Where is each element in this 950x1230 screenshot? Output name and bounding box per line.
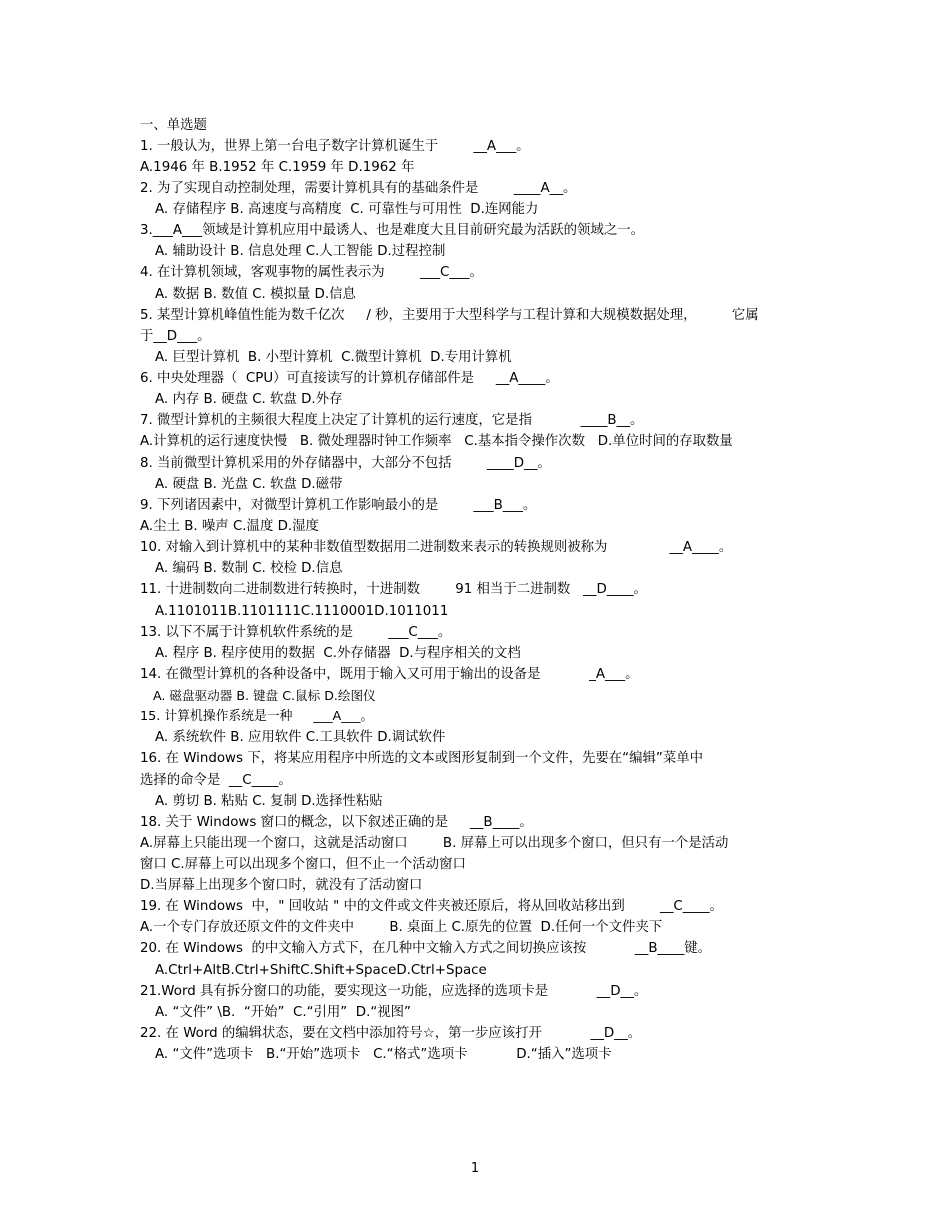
question-16: 16. 在 Windows 下，将某应用程序中所选的文本或图形复制到一个文件，先要在“编辑”菜单中: [140, 751, 703, 766]
options-18-d: D.当屏幕上出现多个窗口时，就没有了活动窗口: [140, 878, 423, 893]
question-8: 8. 当前微型计算机采用的外存储器中，大部分不包括 ____D__。: [140, 456, 551, 471]
options-16: A. 剪切 B. 粘贴 C. 复制 D.选择性粘贴: [155, 794, 383, 809]
options-7: A.计算机的运行速度快慢 B. 微处理器时钟工作频率 C.基本指令操作次数 D.单位时间的存取数量: [140, 434, 733, 449]
question-18: 18. 关于 Windows 窗口的概念，以下叙述正确的是 __B____。: [140, 815, 533, 830]
question-10: 10. 对输入到计算机中的某种非数值型数据用二进制数来表示的转换规则被称为 __A____。: [140, 540, 733, 555]
question-19: 19. 在 Windows 中，" 回收站 " 中的文件或文件夹被还原后，将从回收站移出到 __C____。: [140, 899, 723, 914]
options-21: A. “文件” \B. “开始” C.“引用” D.“视图”: [155, 1005, 411, 1020]
question-3: 3.___A___领域是计算机应用中最诱人、也是难度大且目前研究最为活跃的领域之一。: [140, 223, 644, 238]
options-18-cont: 窗口 C.屏幕上可以出现多个窗口，但不止一个活动窗口: [140, 857, 466, 872]
question-21: 21.Word 具有拆分窗口的功能，要实现这一功能，应选择的选项卡是 __D__。: [140, 984, 648, 999]
options-22: A. “文件”选项卡 B.“开始”选项卡 C.“格式”选项卡 D.“插入”选项卡: [155, 1047, 612, 1062]
options-4: A. 数据 B. 数值 C. 模拟量 D.信息: [155, 287, 356, 302]
question-1: 1. 一般认为，世界上第一台电子数字计算机诞生于 __A___。: [140, 139, 530, 154]
options-5: A. 巨型计算机 B. 小型计算机 C.微型计算机 D.专用计算机: [155, 350, 512, 365]
options-14: A. 磁盘驱动器 B. 键盘 C.鼠标 D.绘图仪: [153, 688, 376, 703]
options-15: A. 系统软件 B. 应用软件 C.工具软件 D.调试软件: [155, 730, 446, 745]
question-15: 15. 计算机操作系统是一种 ___A___。: [140, 709, 374, 724]
options-2: A. 存储程序 B. 高速度与高精度 C. 可靠性与可用性 D.连网能力: [155, 202, 539, 217]
options-20: A.Ctrl+AltB.Ctrl+ShiftC.Shift+SpaceD.Ctrl+Space: [155, 963, 487, 978]
question-6: 6. 中央处理器（ CPU）可直接读写的计算机存储部件是 __A____。: [140, 371, 559, 386]
question-11: 11. 十进制数向二进制数进行转换时，十进制数 91 相当于二进制数 __D____。: [140, 582, 647, 597]
options-3: A. 辅助设计 B. 信息处理 C.人工智能 D.过程控制: [155, 244, 446, 259]
options-11: A.1101011B.1101111C.1110001D.1011011: [155, 604, 449, 619]
options-6: A. 内存 B. 硬盘 C. 软盘 D.外存: [155, 392, 343, 407]
question-20: 20. 在 Windows 的中文输入方式下，在几种中文输入方式之间切换应该按 __B____键。: [140, 941, 712, 956]
options-9: A.尘土 B. 噪声 C.温度 D.湿度: [140, 519, 319, 534]
options-13: A. 程序 B. 程序使用的数据 C.外存储器 D.与程序相关的文档: [155, 646, 521, 661]
options-18: A.屏幕上只能出现一个窗口，这就是活动窗口 B. 屏幕上可以出现多个窗口，但只有一个是活动: [140, 836, 729, 851]
question-13: 13. 以下不属于计算机软件系统的是 ___C___。: [140, 625, 452, 640]
question-5: 5. 某型计算机峰值性能为数千亿次 / 秒，主要用于大型科学与工程计算和大规模数据处理， 它属: [140, 308, 759, 323]
options-19: A.一个专门存放还原文件的文件夹中 B. 桌面上 C.原先的位置 D.任何一个文件夹下: [140, 920, 663, 935]
question-7: 7. 微型计算机的主频很大程度上决定了计算机的运行速度，它是指 ____B__。: [140, 413, 644, 428]
question-22: 22. 在 Word 的编辑状态，要在文档中添加符号☆，第一步应该打开 __D__。: [140, 1026, 642, 1041]
options-10: A. 编码 B. 数制 C. 校检 D.信息: [155, 561, 343, 576]
question-4: 4. 在计算机领域，客观事物的属性表示为 ___C___。: [140, 265, 483, 280]
section-title: 一、单选题: [140, 118, 207, 133]
question-9: 9. 下列诸因素中，对微型计算机工作影响最小的是 ___B___。: [140, 498, 537, 513]
question-5-cont: 于__D___。: [140, 329, 211, 344]
options-1: A.1946 年 B.1952 年 C.1959 年 D.1962 年: [140, 160, 415, 175]
question-2: 2. 为了实现自动控制处理，需要计算机具有的基础条件是 ____A__。: [140, 181, 577, 196]
options-8: A. 硬盘 B. 光盘 C. 软盘 D.磁带: [155, 477, 343, 492]
question-16-cont: 选择的命令是 __C____。: [140, 773, 292, 788]
page-number: 1: [470, 1161, 480, 1176]
question-14: 14. 在微型计算机的各种设备中，既用于输入又可用于输出的设备是 _A___。: [140, 667, 639, 682]
